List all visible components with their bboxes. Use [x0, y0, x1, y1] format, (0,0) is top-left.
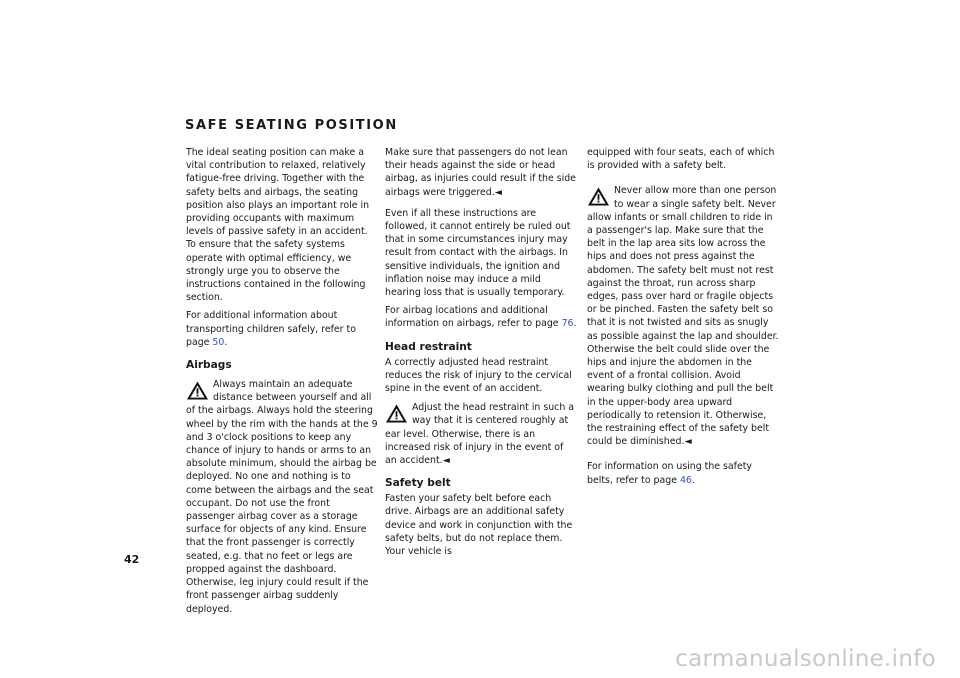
end-mark-icon: ◄ — [494, 186, 502, 198]
passenger-airbag-paragraph — [385, 146, 577, 199]
end-mark-icon: ◄ — [684, 436, 692, 448]
period: . — [691, 474, 695, 486]
children-info-paragraph — [186, 309, 378, 349]
head-restraint-warning-body: Adjust the head restraint in such a way that it is centered roughly at ear level. Otherwise, there is an increased risk of injury in the event of an accident. — [385, 402, 574, 467]
period: . — [573, 318, 577, 330]
passenger-airbag-text: Make sure that passengers do not lean their heads against the side or head airbag, as injuries could result if the side airbags were triggered. — [385, 147, 576, 198]
page-link-46[interactable]: 46 — [679, 474, 692, 486]
watermark: carmanualsonline.info — [675, 646, 936, 672]
injury-risk-paragraph: Even if all these instructions are followed, it cannot entirely be ruled out that in some circumstances injury may result from contact with the airbags. In sensitive individuals, the ignition and inflation noise may induce a mild hearing loss that is usually temporary. — [385, 207, 571, 299]
head-restraint-warning-text — [385, 401, 577, 467]
warning-icon — [385, 403, 408, 424]
page-link-50[interactable]: 50 — [212, 336, 225, 348]
column-1 — [186, 146, 378, 616]
airbags-heading: Airbags — [186, 359, 232, 372]
belt-info-text: For information on using the safety belts, refer to page — [587, 461, 752, 486]
children-info-text: For additional information about transporting children safely, refer to page — [186, 310, 356, 348]
safety-belt-warning-body: Never allow more than one person to wear a single safety belt. Never allow infants or small children to ride in a passenger's lap. Make sure that the belt in the lap area sits low across the hips and does not press against the abdomen. The safety belt must not rest against the throat, run across sharp edges, pass over hard or fragile objects or be pinched. Fasten the safety belt so that it is not twisted and sits as snugly as possible against the lap and shoulder. Otherwise the belt could slide over the hips and injure the abdomen in the event of a frontal collision. Avoid wearing bulky clothing and pull the belt in the upper-body area upward periodically to retension it. Otherwise, the restraining effect of the safety belt could be diminished. — [587, 185, 779, 448]
page-link-76[interactable]: 76 — [561, 318, 574, 330]
safety-belt-heading: Safety belt — [385, 477, 451, 490]
seats-paragraph: equipped with four seats, each of which is provided with a safety belt. — [587, 147, 775, 172]
period: . — [224, 336, 228, 348]
warning-icon — [186, 380, 209, 401]
safety-belt-warning — [587, 184, 780, 448]
page-number: 42 — [124, 553, 140, 566]
head-restraint-paragraph: A correctly adjusted head restraint reduces the risk of injury to the cervical spine in the event of an accident. — [385, 356, 572, 395]
belt-info-paragraph — [587, 460, 780, 486]
safety-belt-paragraph: Fasten your safety belt before each drive. Airbags are an additional safety device and work in conjunction with the safety belts, but do not replace them. Your vehicle is — [385, 493, 573, 558]
airbags-warning-text: Always maintain an adequate distance between yourself and all of the airbags. Always hold the steering wheel by the rim with the hands at the 9 and 3 o'clock positions to keep any chance of injury to hands or arms to an absolute minimum, should the airbag be deployed. No one and nothing is to come between the airbags and the seat occupant. Do not use the front passenger airbag cover as a storage surface for objects of any kind. Ensure that the front passenger is correctly seated, e.g. that no feet or legs are propped against the dashboard. Otherwise, leg injury could result if the front passenger airbag suddenly deployed. — [186, 379, 378, 615]
airbags-warning — [186, 378, 378, 616]
airbag-info-text: For airbag locations and additional information on airbags, refer to page — [385, 305, 559, 330]
column-2 — [385, 146, 577, 558]
column-3 — [587, 146, 780, 487]
intro-paragraph: The ideal seating position can make a vital contribution to relaxed, relatively fatigue-free driving. Together with the safety belts and airbags, the seating position also plays an important role in providing occupants with maximum levels of passive safety in an accident. To ensure that the safety systems operate with optimal efficiency, we strongly urge you to observe the instructions contained in the following section. — [186, 147, 370, 304]
head-restraint-warning — [385, 401, 577, 467]
warning-icon — [587, 186, 610, 207]
airbag-info-paragraph — [385, 304, 577, 330]
safety-belt-warning-text — [587, 184, 780, 448]
page-title: SAFE SEATING POSITION — [185, 118, 398, 133]
end-mark-icon: ◄ — [442, 455, 450, 467]
head-restraint-heading: Head restraint — [385, 340, 472, 353]
